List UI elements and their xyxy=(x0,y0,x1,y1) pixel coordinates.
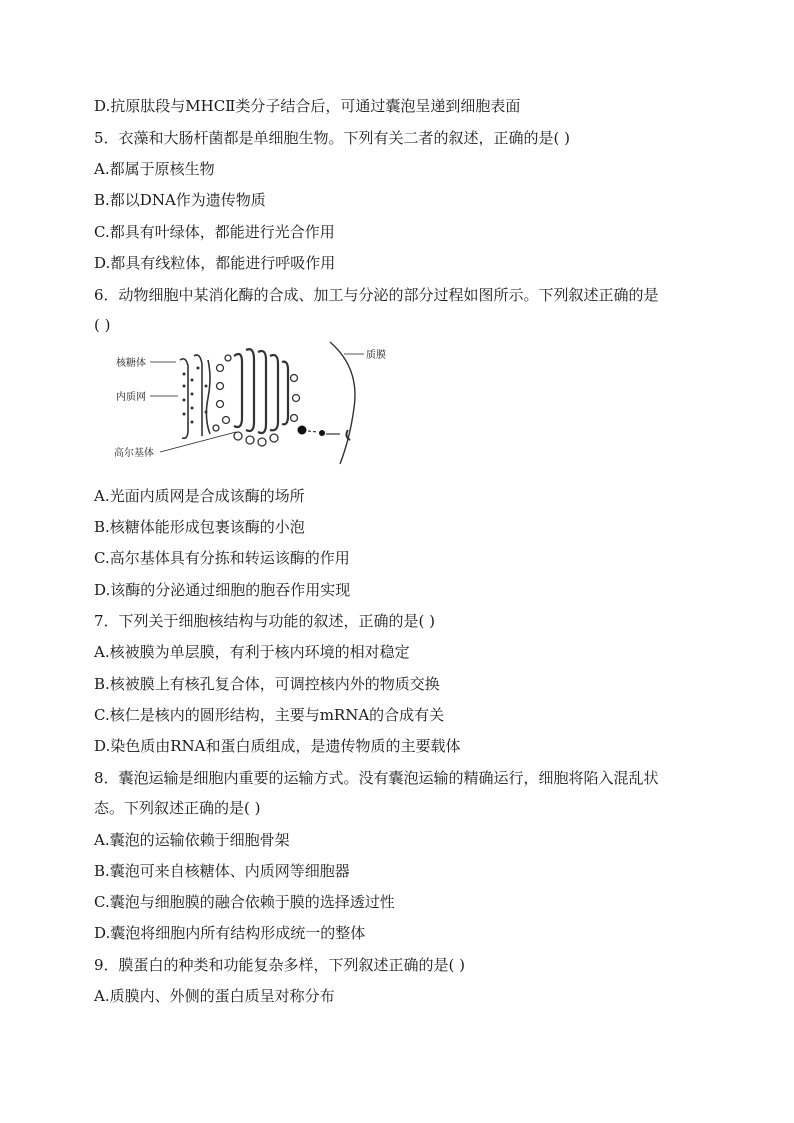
text-line: 态。下列叙述正确的是( ) xyxy=(94,799,261,817)
text-line: A.质膜内、外侧的蛋白质呈对称分布 xyxy=(94,987,335,1005)
text-line: A.光面内质网是合成该酶的场所 xyxy=(94,487,305,505)
text-line: C.核仁是核内的圆形结构，主要与mRNA的合成有关 xyxy=(94,706,445,724)
secretory-vesicle-small xyxy=(319,430,325,436)
text-line: C.囊泡与细胞膜的融合依赖于膜的选择透过性 xyxy=(94,893,395,911)
label-membrane: 质膜 xyxy=(366,350,386,361)
transport-vesicles xyxy=(213,355,231,431)
text-line: C.高尔基体具有分拣和转运该酶的作用 xyxy=(94,549,350,567)
text-line: B.核糖体能形成包裹该酶的小泡 xyxy=(94,518,305,536)
secretion-diagram xyxy=(108,338,408,468)
ribosomes xyxy=(183,367,208,424)
text-line: A.都属于原核生物 xyxy=(94,160,215,178)
text-line: A.核被膜为单层膜，有利于核内环境的相对稳定 xyxy=(94,643,410,661)
text-line: 8．囊泡运输是细胞内重要的运输方式。没有囊泡运输的精确运行，细胞将陷入混乱状 xyxy=(94,769,659,787)
text-line: B.核被膜上有核孔复合体，可调控核内外的物质交换 xyxy=(94,675,440,693)
plasma-membrane xyxy=(330,342,355,464)
text-line: B.都以DNA作为遗传物质 xyxy=(94,191,266,209)
text-line: D.该酶的分泌通过细胞的胞吞作用实现 xyxy=(94,581,351,599)
leader-line xyxy=(160,432,236,452)
er-structure xyxy=(180,355,210,438)
text-line: 6．动物细胞中某消化酶的合成、加工与分泌的部分过程如图所示。下列叙述正确的是 xyxy=(94,286,659,304)
label-er: 内质网 xyxy=(116,392,146,403)
secretion-diagram-svg xyxy=(108,338,408,468)
text-line: 5．衣藻和大肠杆菌都是单细胞生物。下列有关二者的叙述，正确的是( ) xyxy=(94,129,571,147)
text-line: 7．下列关于细胞核结构与功能的叙述，正确的是( ) xyxy=(94,612,436,630)
text-line: ( ) xyxy=(94,316,111,334)
er-tube xyxy=(206,360,210,434)
text-line: D.囊泡将细胞内所有结构形成统一的整体 xyxy=(94,924,366,942)
text-line: D.都具有线粒体，都能进行呼吸作用 xyxy=(94,254,336,272)
golgi-stack xyxy=(234,349,288,433)
text-line: A.囊泡的运输依赖于细胞骨架 xyxy=(94,831,290,849)
text-line: B.囊泡可来自核糖体、内质网等细胞器 xyxy=(94,862,350,880)
text-line: D.染色质由RNA和蛋白质组成，是遗传物质的主要载体 xyxy=(94,737,461,755)
secretory-vesicle xyxy=(298,426,307,435)
text-line: D.抗原肽段与MHCⅡ类分子结合后，可通过囊泡呈递到细胞表面 xyxy=(94,97,521,115)
label-golgi: 高尔基体 xyxy=(114,448,154,459)
path-arrow xyxy=(308,431,318,432)
label-ribosome: 核糖体 xyxy=(116,358,146,369)
text-line: 9．膜蛋白的种类和功能复杂多样，下列叙述正确的是( ) xyxy=(94,956,466,974)
text-line: C.都具有叶绿体，都能进行光合作用 xyxy=(94,223,335,241)
